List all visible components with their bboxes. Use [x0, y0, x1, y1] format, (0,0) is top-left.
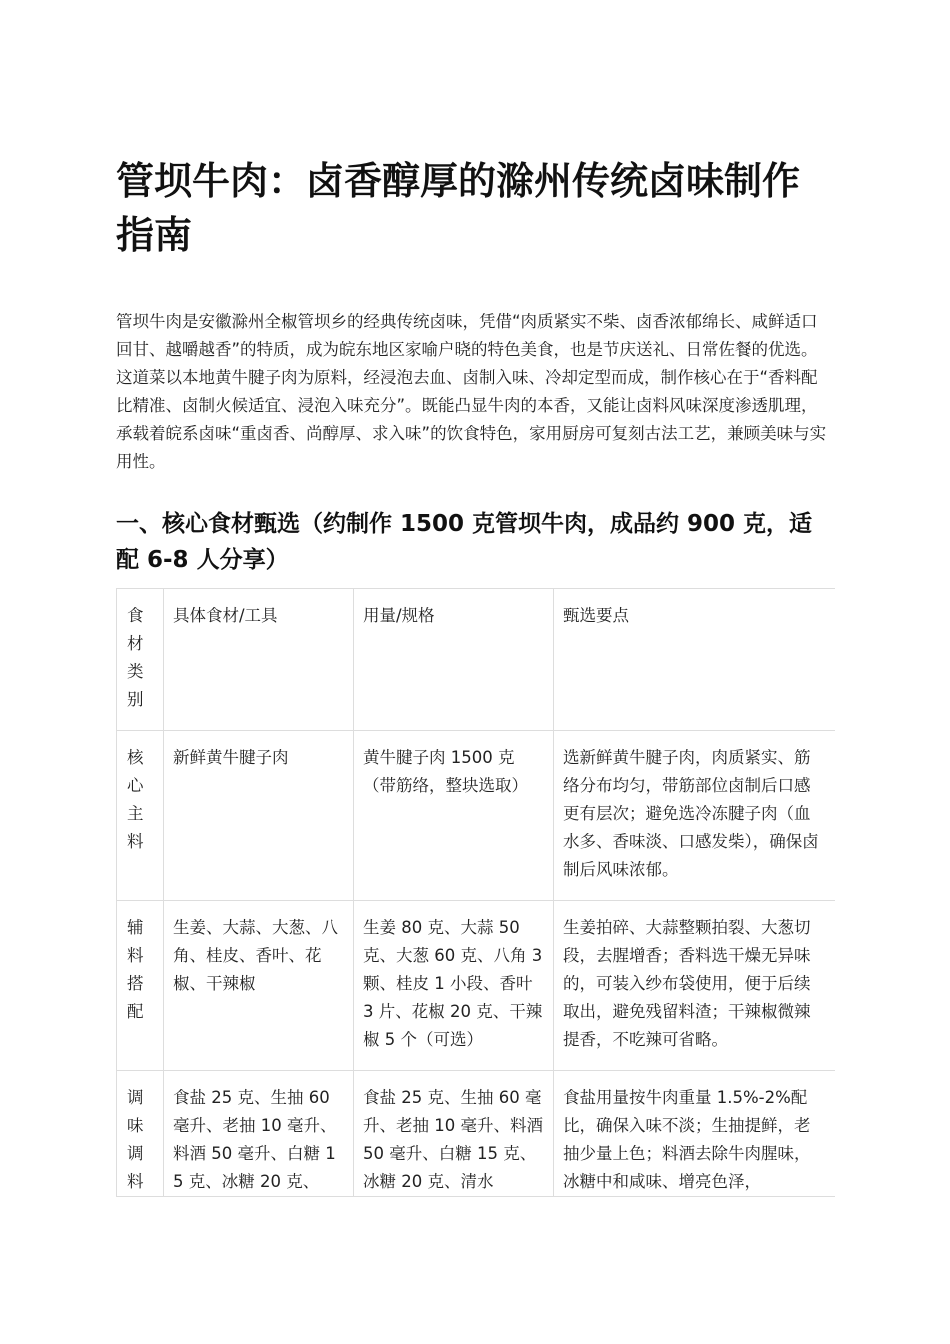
- ingredients-table: [116, 588, 835, 1197]
- header-cell-notes: 甄选要点: [554, 589, 836, 731]
- cell-item: 食盐 25 克、生抽 60 毫升、老抽 10 毫升、料酒 50 毫升、白糖 15 克、冰糖 20 克、: [164, 1071, 354, 1198]
- cell-amount: 黄牛腱子肉 1500 克（带筋络，整块选取）: [354, 731, 554, 901]
- cell-category: 调味调料: [117, 1071, 164, 1198]
- cell-notes: 选新鲜黄牛腱子肉，肉质紧实、筋络分布均匀，带筋部位卤制后口感更有层次；避免选冷冻腱子肉（血水多、香味淡、口感发柴），确保卤制后风味浓郁。: [554, 731, 836, 901]
- cell-amount: 生姜 80 克、大蒜 50 克、大葱 60 克、八角 3 颗、桂皮 1 小段、香叶 3 片、花椒 20 克、干辣椒 5 个（可选）: [354, 901, 554, 1071]
- header-cell-category: 食材类别: [117, 589, 164, 731]
- table-row: [117, 731, 836, 901]
- cell-category: 辅料搭配: [117, 901, 164, 1071]
- cell-item: 新鲜黄牛腱子肉: [164, 731, 354, 901]
- header-cell-item: 具体食材/工具: [164, 589, 354, 731]
- ingredients-table-container: [116, 588, 835, 1197]
- table-header-row: [117, 589, 836, 731]
- intro-paragraph: 管坝牛肉是安徽滁州全椒管坝乡的经典传统卤味，凭借“肉质紧实不柴、卤香浓郁绵长、咸鲜适口回甘、越嚼越香”的特质，成为皖东地区家喻户晓的特色美食，也是节庆送礼、日常佐餐的优选。这道菜以本地黄牛腱子肉为原料，经浸泡去血、卤制入味、冷却定型而成，制作核心在于“香料配比精准、卤制火候适宜、浸泡入味充分”。既能凸显牛肉的本香，又能让卤料风味深度渗透肌理，承载着皖系卤味“重卤香、尚醇厚、求入味”的饮食特色，家用厨房可复刻古法工艺，兼顾美味与实用性。: [116, 312, 827, 471]
- cell-category: 核心主料: [117, 731, 164, 901]
- page-title: 管坝牛肉：卤香醇厚的滁州传统卤味制作指南: [116, 159, 801, 257]
- header-cell-amount: 用量/规格: [354, 589, 554, 731]
- cell-notes: 食盐用量按牛肉重量 1.5%-2%配比，确保入味不淡；生抽提鲜，老抽少量上色；料酒去除牛肉腥味，冰糖中和咸味、增亮色泽，: [554, 1071, 836, 1198]
- section-heading-ingredients: 一、核心食材甄选（约制作 1500 克管坝牛肉，成品约 900 克，适配 6-8 人分享）: [116, 511, 813, 573]
- table-row: [117, 901, 836, 1071]
- cell-item: 生姜、大蒜、大葱、八角、桂皮、香叶、花椒、干辣椒: [164, 901, 354, 1071]
- cell-notes: 生姜拍碎、大蒜整颗拍裂、大葱切段，去腥增香；香料选干燥无异味的，可装入纱布袋使用，便于后续取出，避免残留料渣；干辣椒微辣提香，不吃辣可省略。: [554, 901, 836, 1071]
- table-row: [117, 1071, 836, 1198]
- cell-amount: 食盐 25 克、生抽 60 毫升、老抽 10 毫升、料酒 50 毫升、白糖 15 克、冰糖 20 克、清水: [354, 1071, 554, 1198]
